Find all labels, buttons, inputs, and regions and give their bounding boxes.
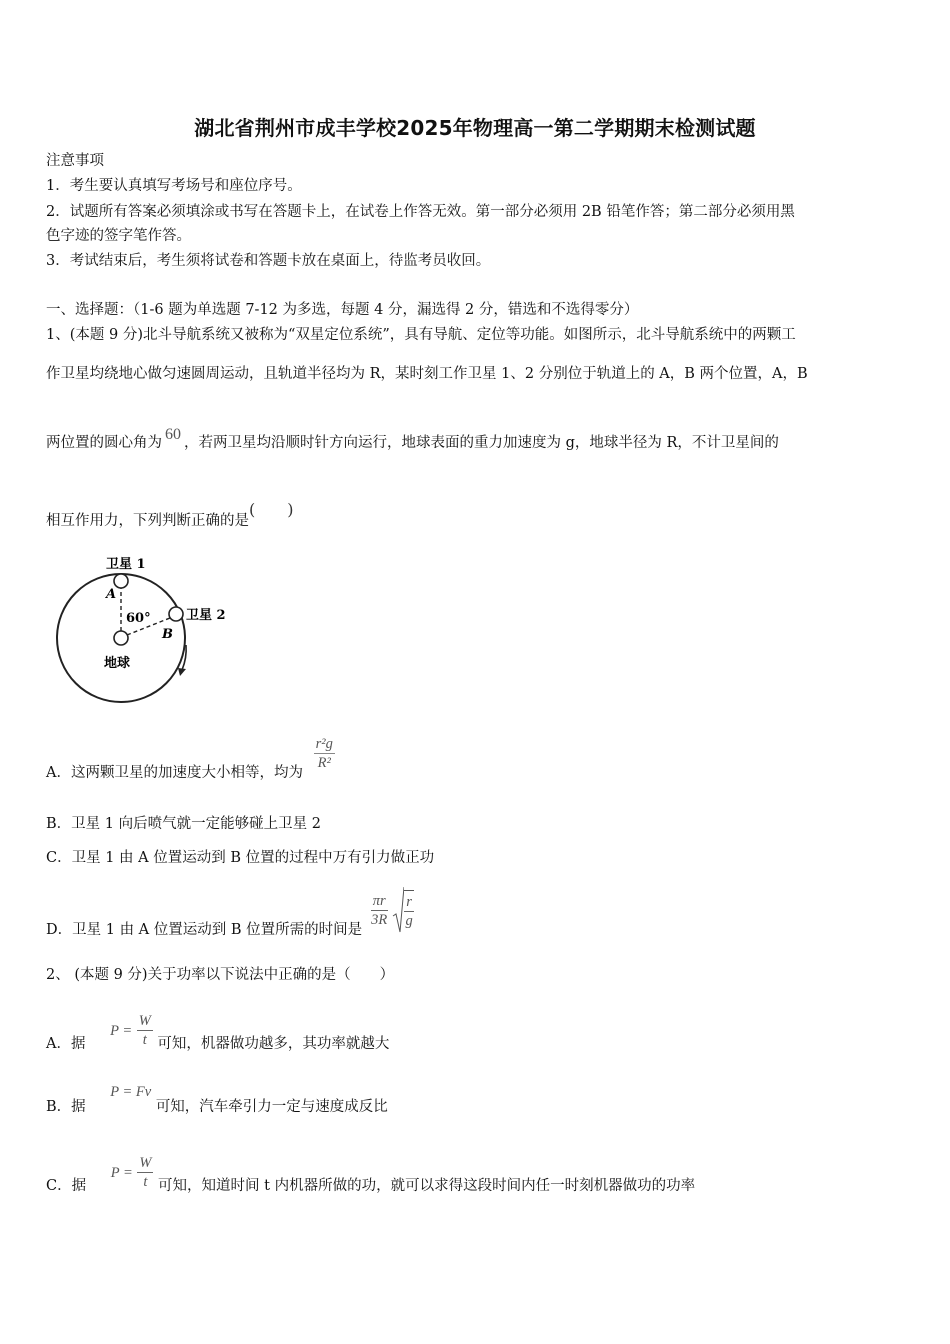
q2-option-b-text: 可知，汽车牵引力一定与速度成反比 <box>155 1099 388 1115</box>
fraction-numerator: πr <box>372 892 386 909</box>
fraction-denominator: R² <box>317 755 331 771</box>
angle-value: 60 <box>165 426 181 443</box>
notice-item-2: 2．试题所有答案必须填涂或书写在答题卡上，在试卷上作答无效。第一部分必须用 2B 铅笔作答；第二部分必须用黑 <box>46 204 795 220</box>
section-heading: 一、选择题：（1-6 题为单选题 7-12 为多选，每题 4 分，漏选得 2 分，错选和不选得零分） <box>46 302 639 318</box>
q1-line-3-pre: 两位置的圆心角为 <box>46 435 162 451</box>
satellite-1-dot <box>114 574 128 588</box>
notice-item-3: 3．考试结束后，考生须将试卷和答题卡放在桌面上，待监考员收回。 <box>46 253 491 269</box>
fraction-denominator: t <box>143 1174 148 1190</box>
label-satellite-2: 卫星 2 <box>186 608 226 623</box>
notice-heading: 注意事项 <box>46 153 104 169</box>
formula-p-equals: P = <box>110 1164 133 1181</box>
fraction-w-over-t <box>137 1012 153 1049</box>
q1-line-4 <box>46 500 294 531</box>
label-point-b: B <box>162 627 173 642</box>
direction-arrowhead <box>178 668 186 676</box>
q1-line-3 <box>46 425 779 453</box>
notice-item-2-cont: 色字迹的签字笔作答。 <box>46 228 191 244</box>
formula-p-equals: P = <box>110 1022 133 1039</box>
orbit-figure <box>46 550 266 715</box>
fraction-denominator: t <box>142 1032 147 1048</box>
radicand-fraction <box>404 890 414 930</box>
answer-paren: ( ) <box>249 500 294 519</box>
q1-option-b: B．卫星 1 向后喷气就一定能够碰上卫星 2 <box>46 816 321 832</box>
q2-stem: 2、 (本题 9 分)关于功率以下说法中正确的是（ ） <box>46 967 395 983</box>
fraction-pir-over-3r <box>371 892 388 929</box>
q1-option-d <box>46 884 414 938</box>
label-satellite-1: 卫星 1 <box>106 557 146 572</box>
fraction-numerator: r²g <box>315 736 333 752</box>
q2-option-a <box>46 1000 390 1052</box>
q2-option-a-label: A．据 <box>46 1035 86 1052</box>
fraction-denominator: 3R <box>371 911 388 928</box>
q1-line-3-post: ，若两卫星均沿顺时针方向运行，地球表面的重力加速度为 g，地球半径为 R，不计卫星间的 <box>184 435 779 451</box>
q1-line-4-text: 相互作用力，下列判断正确的是 <box>46 513 249 529</box>
q2-option-b <box>46 1082 388 1115</box>
q2-option-c-text: 可知，知道时间 t 内机器所做的功，就可以求得这段时间内任一时刻机器做功的功率 <box>158 1177 696 1194</box>
q1-line-1: 1、(本题 9 分)北斗导航系统又被称为“双星定位系统”，具有导航、定位等功能。如图所示，北斗导航系统中的两颗工 <box>46 327 796 343</box>
earth-dot <box>114 631 128 645</box>
radicand-numerator: r <box>406 894 412 910</box>
label-angle: 60° <box>126 611 151 626</box>
fraction-numerator: W <box>139 1155 152 1171</box>
q2-option-c <box>46 1142 696 1194</box>
q1-option-a-text: A．这两颗卫星的加速度大小相等，均为 <box>46 764 303 781</box>
fraction-r2g-over-r2 <box>314 735 335 772</box>
q1-option-c: C．卫星 1 由 A 位置运动到 B 位置的过程中万有引力做正功 <box>46 850 435 866</box>
sqrt-r-over-g <box>392 886 414 934</box>
notice-item-1: 1．考生要认真填写考场号和座位序号。 <box>46 178 302 194</box>
q2-option-b-label: B．据 <box>46 1099 86 1115</box>
q1-line-2: 作卫星均绕地心做匀速圆周运动，且轨道半径均为 R，某时刻工作卫星 1、2 分别位于轨道上的 A，B 两个位置，A，B <box>46 366 808 382</box>
fraction-w-over-t <box>137 1154 153 1191</box>
q1-option-a <box>46 735 335 781</box>
q2-option-a-text: 可知，机器做功越多，其功率就越大 <box>157 1035 390 1052</box>
formula-p-fv: P = Fv <box>110 1084 152 1100</box>
satellite-2-dot <box>169 607 183 621</box>
radical-sign-icon <box>392 886 404 934</box>
page-title: 湖北省荆州市成丰学校2025年物理高一第二学期期末检测试题 <box>194 116 756 140</box>
label-earth: 地球 <box>104 656 131 671</box>
radicand-denominator: g <box>405 913 413 929</box>
q1-option-d-text: D．卫星 1 由 A 位置运动到 B 位置所需的时间是 <box>46 922 363 938</box>
q2-option-c-label: C．据 <box>46 1177 87 1194</box>
label-point-a: A <box>106 587 117 602</box>
fraction-numerator: W <box>138 1013 151 1029</box>
